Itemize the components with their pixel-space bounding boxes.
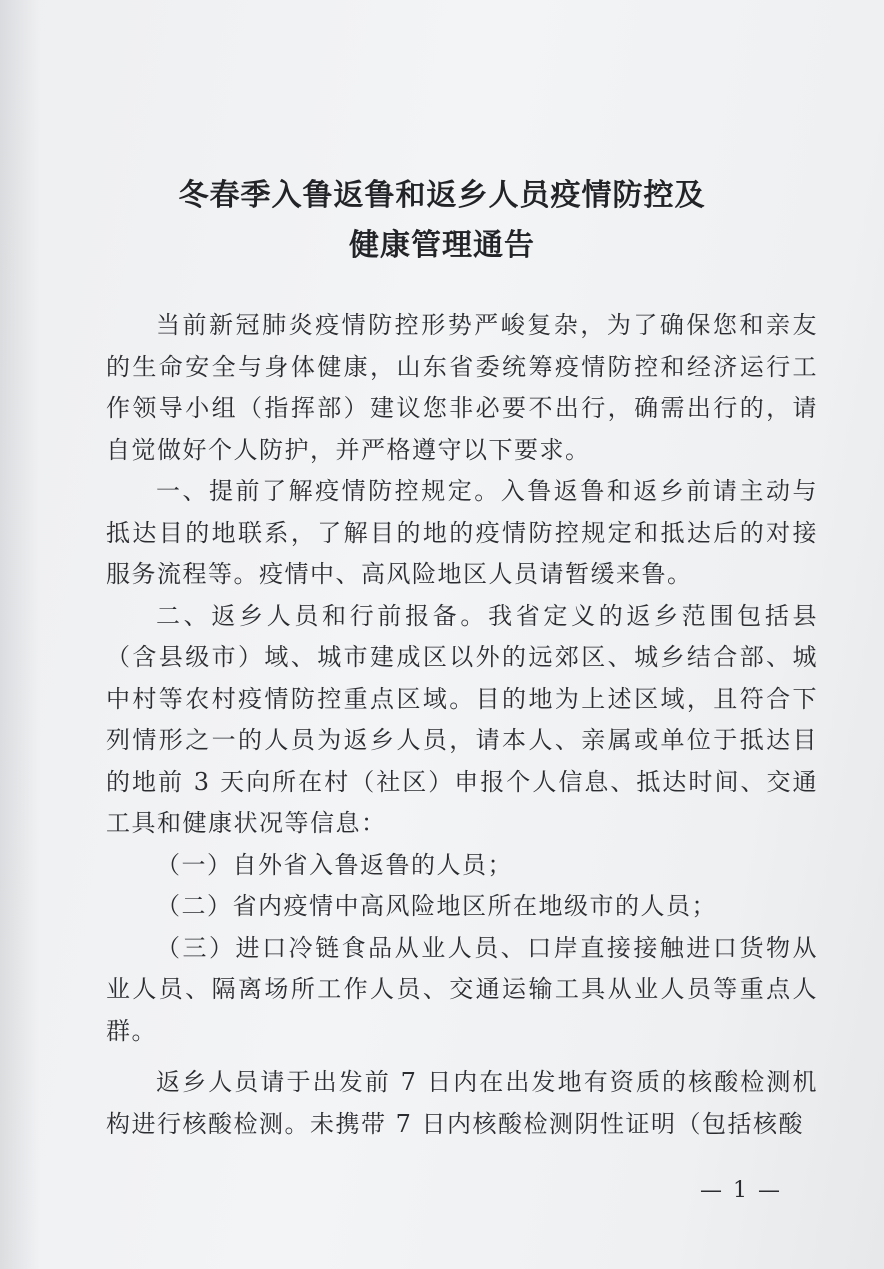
paragraph-testing: 返乡人员请于出发前 7 日内在出发地有资质的核酸检测机构进行核酸检测。未携带 7 日内核酸检测阴性证明（包括核酸 [106,1068,818,1138]
document-title-line-1: 冬春季入鲁返鲁和返乡人员疫情防控及 [178,178,706,213]
list-item-1: （一）自外省入鲁返鲁的人员； [156,850,513,879]
paragraph-section-1: 一、提前了解疫情防控规定。入鲁返鲁和返乡前请主动与抵达目的地联系，了解目的地的疫情防控规定和抵达后的对接服务流程等。疫情中、高风险地区人员请暂缓来鲁。 [106,477,818,588]
paragraph-intro: 当前新冠肺炎疫情防控形势严峻复杂，为了确保您和亲友的生命安全与身体健康，山东省委统筹疫情防控和经济运行工作领导小组（指挥部）建议您非必要不出行，确需出行的，请自觉做好个人防护，并严格遵守以下要求。 [106,311,818,464]
list-item-2: （二）省内疫情中高风险地区所在地级市的人员； [156,892,717,920]
paragraph-section-2: 二、返乡人员和行前报备。我省定义的返乡范围包括县（含县级市）域、城市建成区以外的远郊区、城乡结合部、城中村等农村疫情防控重点区域。目的地为上述区域，且符合下列情形之一的人员为返乡人员，请本人、亲属或单位于抵达目的地前 3 天向所在村（社区）申报个人信息、抵达时间、交通工具和健康状况等信息： [106,601,818,837]
page-shadow [0,0,40,1269]
list-item-3: （三）进口冷链食品从业人员、口岸直接接触进口货物从业人员、隔离场所工作人员、交通运输工具从业人员等重点人群。 [106,933,818,1045]
document-title-line-2: 健康管理通告 [349,228,535,263]
document-body [106,305,818,1145]
page-number: — 1 — [700,1178,782,1203]
